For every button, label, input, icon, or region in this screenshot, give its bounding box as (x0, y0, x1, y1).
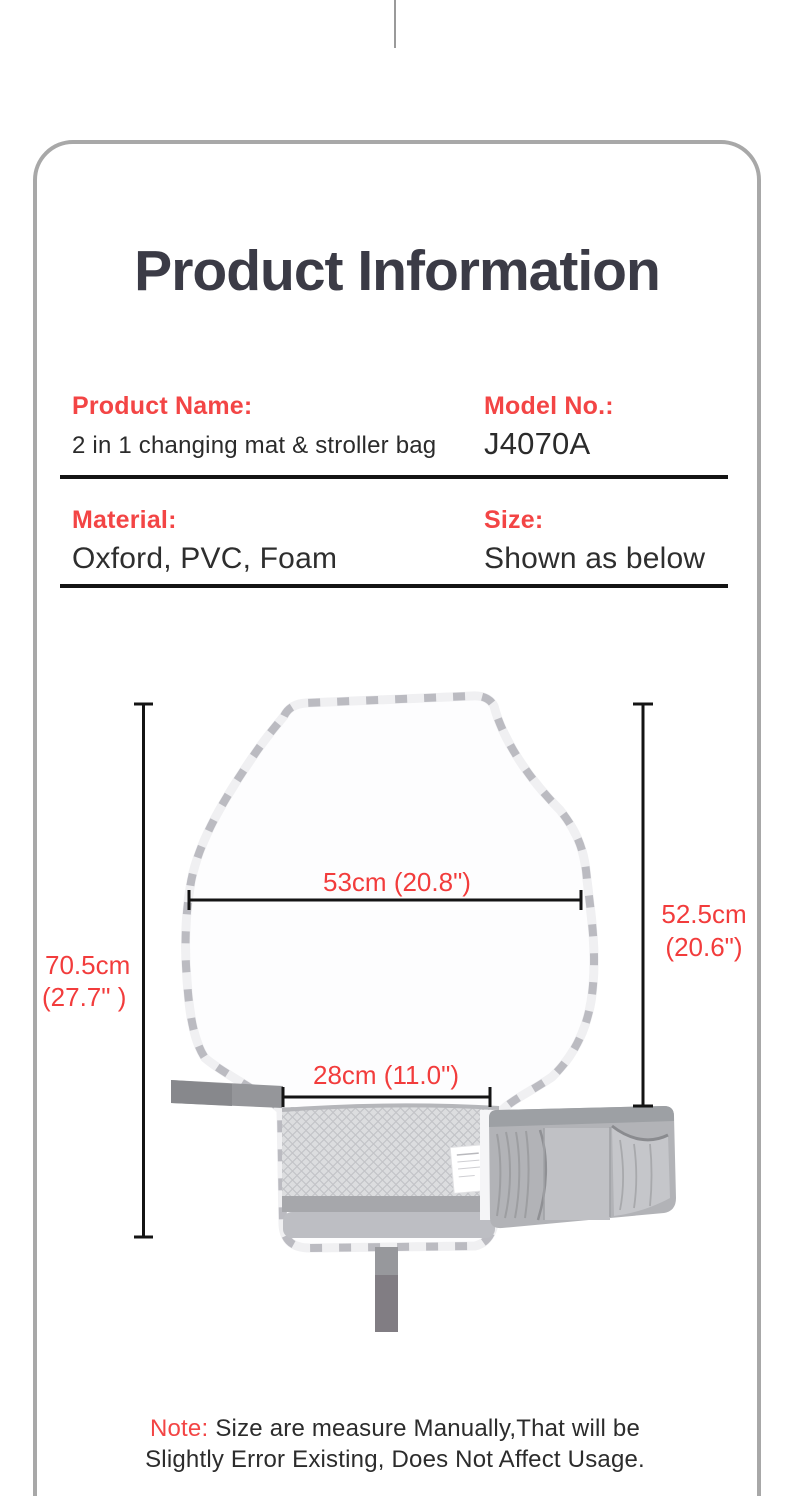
changing-mat-dimension-diagram (0, 640, 790, 1350)
dim-height-right-label-1: 52.5cm (661, 899, 747, 929)
note-label: Note: (149, 1415, 209, 1442)
measure-line-left-height (134, 704, 153, 1237)
pocket-lower-fabric (283, 1212, 495, 1238)
dim-height-right-label-2: (20.6") (665, 932, 743, 962)
product-name-label: Product Name: (72, 392, 253, 420)
divider-line-2 (60, 584, 728, 588)
dim-width-bottom-label: 28cm (11.0") (312, 1060, 460, 1090)
page-title: Product Information (134, 239, 660, 303)
dim-height-left-label-1: 70.5cm (45, 950, 131, 980)
note-line-2: Slightly Error Existing, Does Not Affect Usage. (145, 1446, 645, 1473)
model-no-value: J4070A (484, 426, 591, 461)
size-label: Size: (484, 506, 544, 534)
size-value: Shown as below (484, 542, 706, 575)
top-divider-line (394, 0, 396, 48)
pouch-middle-panel (544, 1128, 610, 1220)
model-no-label: Model No.: (484, 392, 614, 420)
side-pouch (480, 1106, 676, 1228)
bottom-strap (375, 1247, 398, 1332)
note-line-1 (0, 1413, 790, 1444)
note-line-1-text: Size are measure Manually,That will be (215, 1415, 641, 1442)
dim-width-top-label: 53cm (20.8") (323, 867, 471, 897)
pocket-elastic-band (282, 1196, 500, 1212)
divider-line-1 (60, 475, 728, 479)
product-name-value: 2 in 1 changing mat & stroller bag (72, 432, 437, 459)
material-value: Oxford, PVC, Foam (72, 542, 338, 575)
dim-height-left-label-2: (27.7" ) (42, 982, 127, 1012)
measure-line-right-height (633, 704, 653, 1106)
material-label: Material: (72, 506, 177, 534)
note-text (0, 1413, 790, 1475)
